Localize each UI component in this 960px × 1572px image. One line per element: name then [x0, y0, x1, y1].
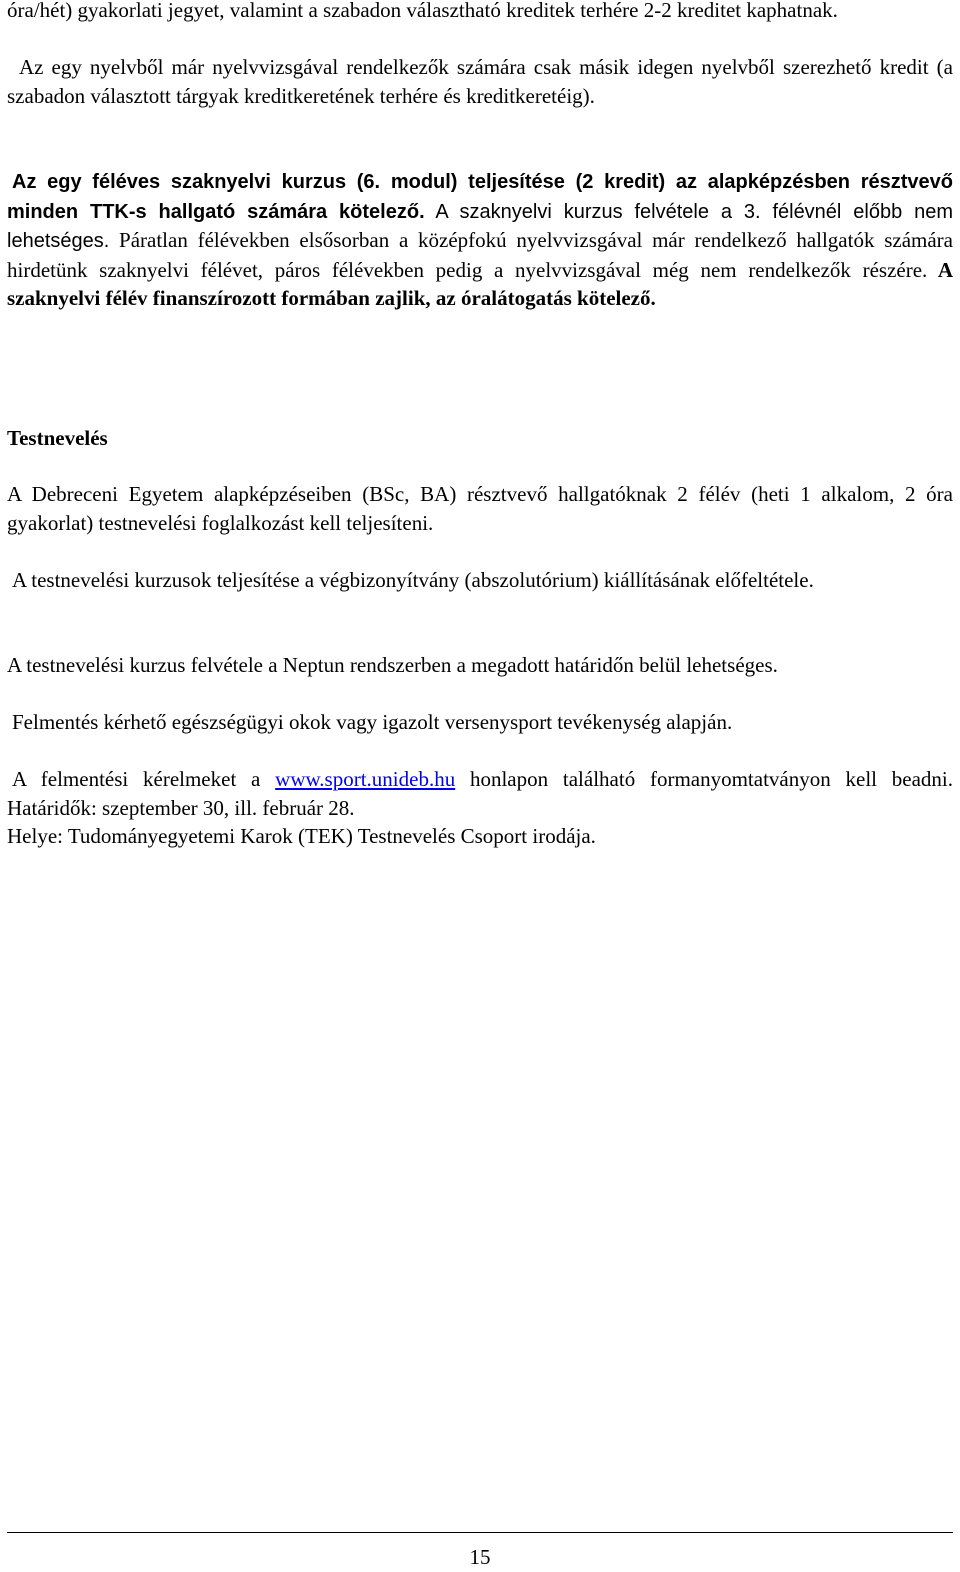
- paragraph-language-exam-credit: Az egy nyelvből már nyelvvizsgával rendelkezők számára csak másik idegen nyelvből szerezhető kredit (a szabadon választott tárgyak kreditkeretének terhére és kreditkeretéig).: [7, 55, 953, 108]
- paragraph-pe-requirement: A Debreceni Egyetem alapképzéseiben (BSc, BA) résztvevő hallgatóknak 2 félév (heti 1 alkalom, 2 óra gyakorlat) testnevelési foglalkozást kell teljesíteni.: [7, 482, 953, 535]
- paragraph-exemption-request: [7, 765, 953, 822]
- page-number: 15: [469, 1545, 491, 1569]
- paragraph-credits-continuation: óra/hét) gyakorlati jegyet, valamint a szabadon választható kreditek terhére 2-2 kreditet kaphatnak.: [7, 0, 838, 22]
- paragraph-pe-enrollment: A testnevelési kurzus felvétele a Neptun rendszerben a megadott határidőn belül lehetséges.: [7, 653, 778, 677]
- exemption-request-text: A felmentési kérelmeket a: [12, 767, 276, 791]
- semester-schedule-note: Páratlan félévekben elsősorban a középfokú nyelvvizsgával már rendelkező hallgatók számára hirdetünk szaknyelvi félévet, páros félévekben pedig a nyelvvizsgával még nem rendelkezők részére.: [7, 228, 953, 282]
- paragraph-pe-prerequisite: A testnevelési kurzusok teljesítése a végbizonyítvány (abszolutórium) kiállításának előfeltétele.: [12, 568, 814, 592]
- paragraph-exemption: Felmentés kérhető egészségügyi okok vagy igazolt versenysport tevékenység alapján.: [12, 710, 733, 734]
- mandatory-course-statement: Az egy féléves szaknyelvi kurzus (6. modul) teljesítése (2 kredit) az alapképzésben résztvevő minden TTK-s hallgató számára kötelező.: [7, 171, 953, 223]
- paragraph-office-location: Helye: Tudományegyetemi Karok (TEK) Testnevelés Csoport irodája.: [7, 824, 596, 848]
- exemption-deadline-text: honlapon található formanyomtatványon kell beadni. Határidők: szeptember 30, ill. február 28.: [7, 767, 953, 820]
- financing-attendance-statement: A szaknyelvi félév finanszírozott formában zajlik, az óralátogatás kötelező.: [7, 257, 954, 310]
- paragraph-technical-language-course: [7, 167, 953, 313]
- section-heading-testneveles: Testnevelés: [7, 426, 108, 450]
- footer-divider: [7, 1532, 953, 1533]
- course-enrollment-note: A szaknyelvi kurzus felvétele a 3. félévnél előbb nem lehetséges.: [7, 200, 953, 252]
- sport-website-link[interactable]: www.sport.unideb.hu: [275, 767, 456, 791]
